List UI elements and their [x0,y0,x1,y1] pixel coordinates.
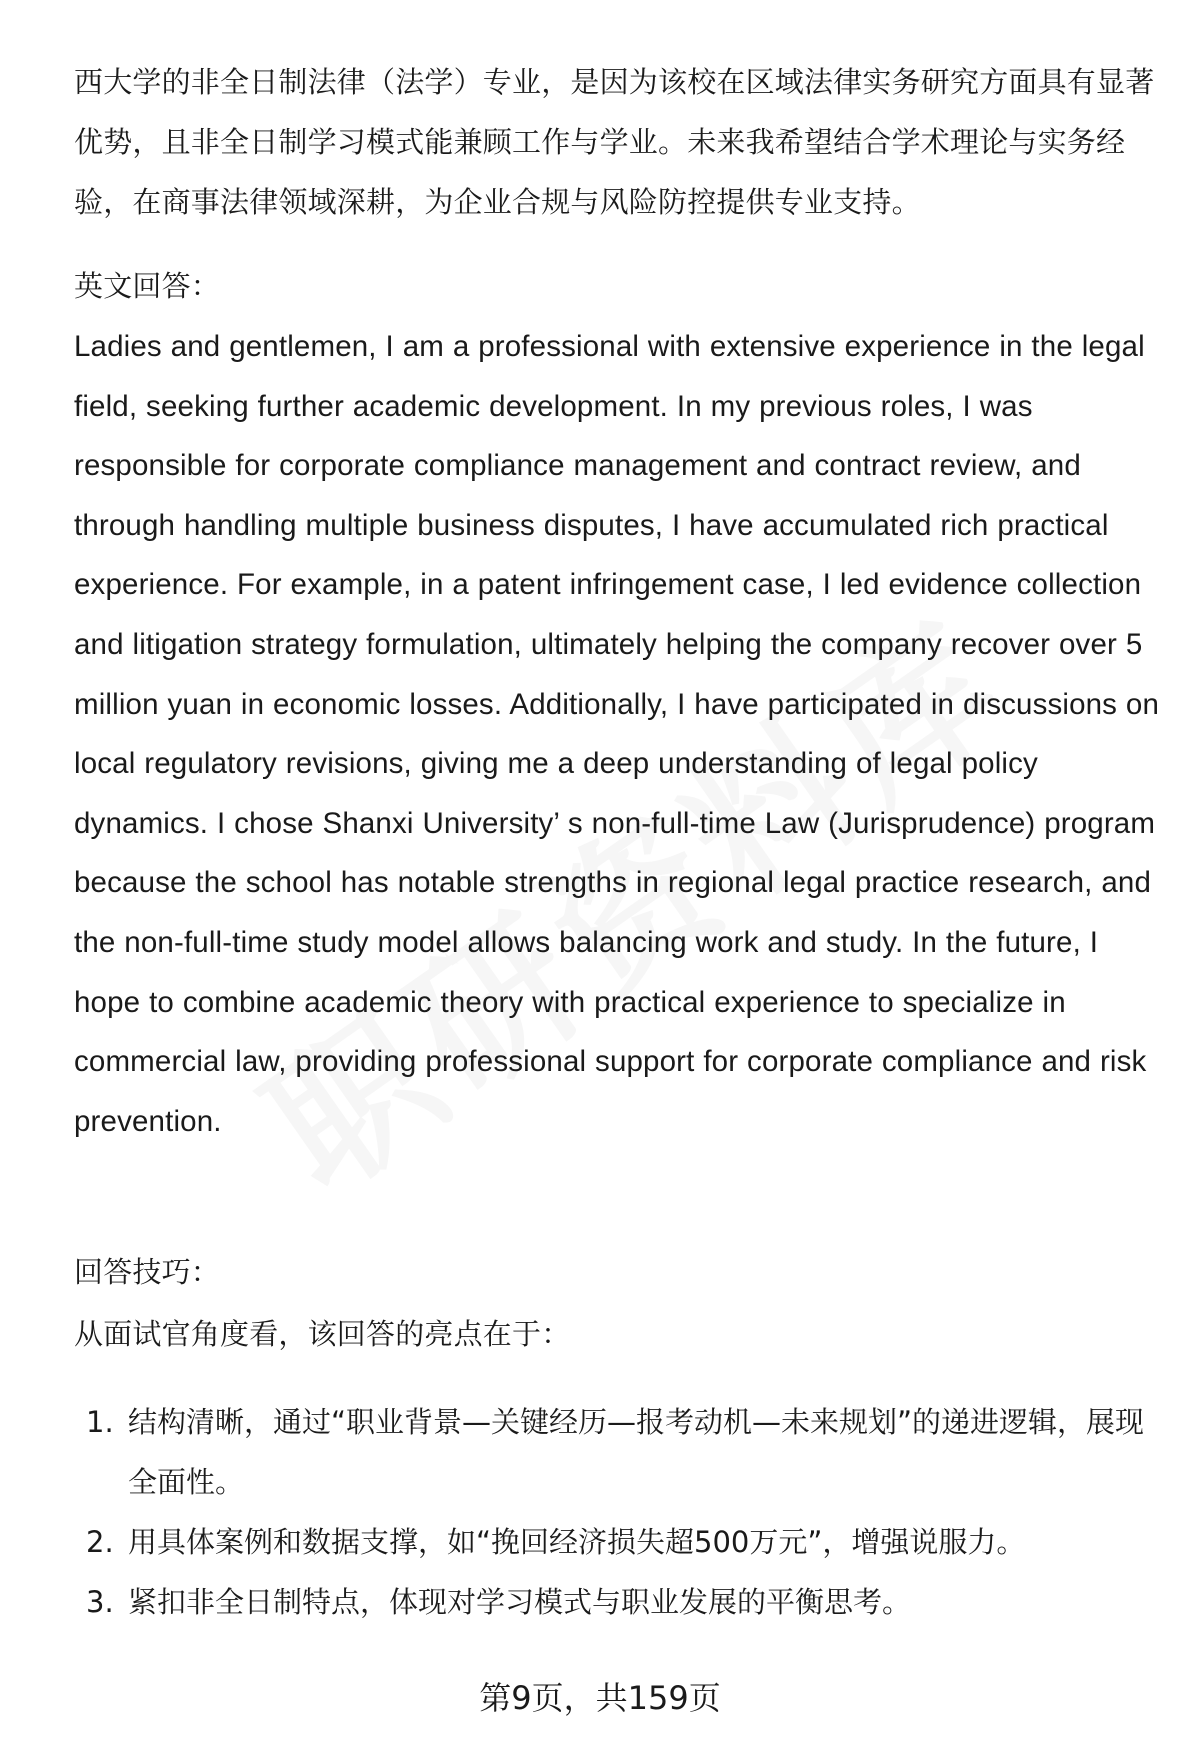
list-item [74,1572,1164,1632]
english-answer-heading: 英文回答： [74,269,221,303]
list-item-text: 用具体案例和数据支撑，如“挽回经济损失超500万元”，增强说服力。 [128,1525,1026,1559]
english-answer-paragraph: Ladies and gentlemen, I am a professional with extensive experience in the legal field, seeking further academic development. In my previous roles, I was responsible for corporate compliance management and contract review, and through handling multiple business disputes, I have accumulated rich practical experience. For example, in a patent infringement case, I led evidence collection and litigation strategy formulation, ultimately helping the company recover over 5 million yuan in economic losses. Additionally, I have participated in discussions on local regulatory revisions, giving me a deep understanding of legal policy dynamics. I chose Shanxi University’ s non-full-time Law (Jurisprudence) program because the school has notable strengths in regional legal practice research, and the non-full-time study model allows balancing work and study. In the future, I hope to combine academic theory with practical experience to specialize in commercial law, providing professional support for corporate compliance and risk prevention. [74,330,1160,1138]
list-item-number: 2. [86,1525,114,1559]
list-item-number: 3. [86,1585,114,1619]
answer-tips-intro: 从面试官角度看，该回答的亮点在于： [74,1317,571,1351]
list-item-number: 1. [86,1405,114,1439]
answer-tips-heading: 回答技巧： [74,1255,221,1289]
page-number-footer: 第9页，共159页 [479,1679,721,1717]
list-item [74,1392,1164,1512]
chinese-answer-paragraph: 西大学的非全日制法律（法学）专业，是因为该校在区域法律实务研究方面具有显著优势，且非全日制学习模式能兼顾工作与学业。未来我希望结合学术理论与实务经验，在商事法律领域深耕，为企业合规与风险防控提供专业支持。 [74,65,1155,219]
answer-tips-list [74,1392,1164,1632]
list-item-text: 结构清晰，通过“职业背景—关键经历—报考动机—未来规划”的递进逻辑，展现全面性。 [128,1405,1145,1499]
list-item [74,1512,1164,1572]
list-item-text: 紧扣非全日制特点，体现对学习模式与职业发展的平衡思考。 [128,1585,912,1619]
